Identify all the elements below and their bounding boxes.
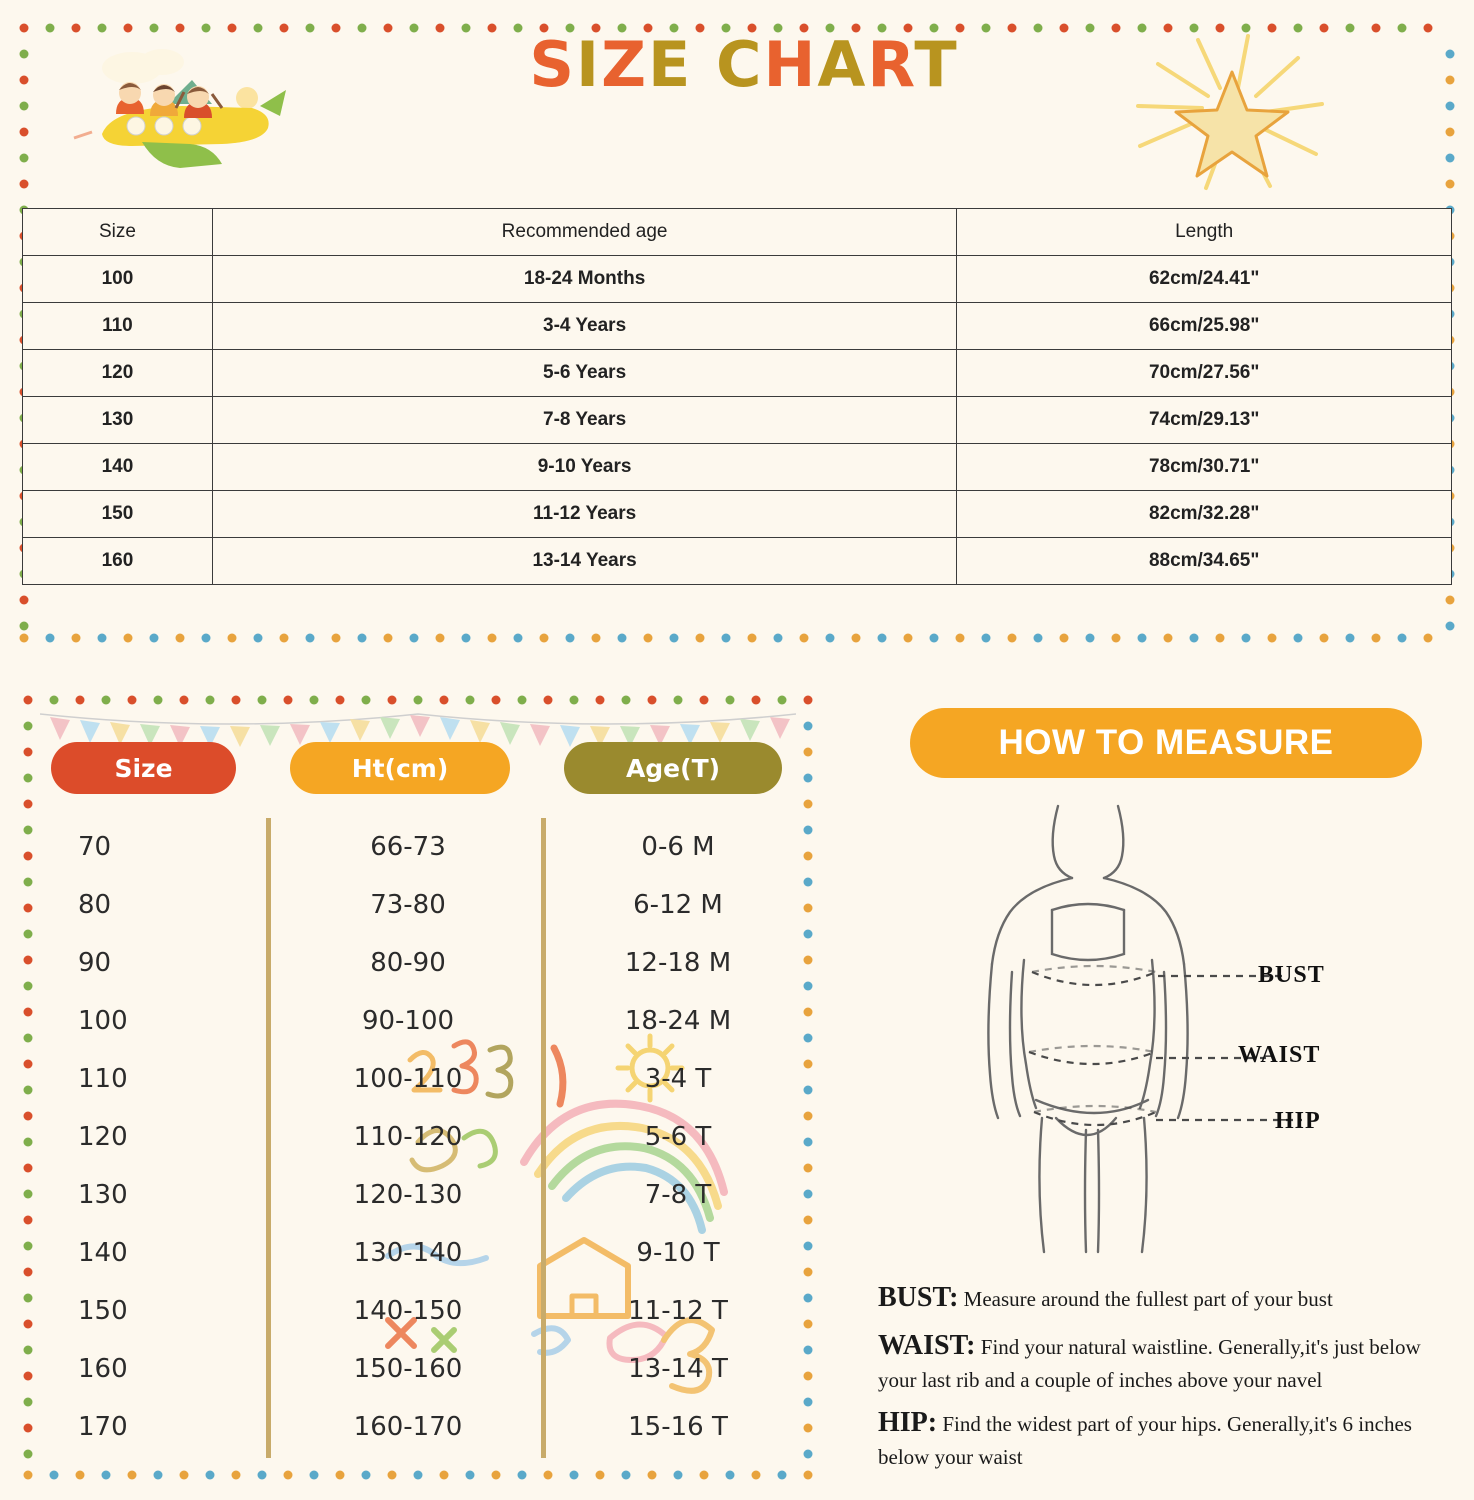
cell-length: 88cm/34.65" <box>957 538 1452 585</box>
measure-term-hip: HIP: <box>878 1407 938 1439</box>
star-illustration <box>1080 28 1330 203</box>
how-to-measure-heading: HOW TO MEASURE <box>910 708 1422 778</box>
list-item: 80-90 <box>370 948 446 978</box>
table-row <box>23 303 1452 350</box>
measure-item-waist <box>878 1326 1448 1396</box>
list-item: 18-24 M <box>624 1006 732 1036</box>
measure-item-bust <box>878 1278 1448 1318</box>
pill-header-age: Age(T) <box>564 742 782 794</box>
list-item: 140-150 <box>353 1296 463 1326</box>
measure-term-waist: WAIST: <box>878 1329 976 1361</box>
cell-length: 62cm/24.41" <box>957 256 1452 303</box>
list-item: 100 <box>78 1006 128 1036</box>
list-item: 0-6 M <box>641 832 715 862</box>
cell-age: 11-12 Years <box>212 491 956 538</box>
cell-age: 18-24 Months <box>212 256 956 303</box>
list-item: 3-4 T <box>644 1064 712 1094</box>
size-conversion-panel <box>18 690 818 1485</box>
measure-instructions <box>878 1278 1448 1481</box>
table-row <box>23 491 1452 538</box>
list-item: 130-140 <box>353 1238 463 1268</box>
cell-length: 70cm/27.56" <box>957 350 1452 397</box>
figure-label-waist: WAIST <box>1238 1042 1321 1068</box>
list-item: 100-110 <box>353 1064 463 1094</box>
cell-size: 150 <box>23 491 213 538</box>
how-to-measure-panel <box>860 690 1460 1490</box>
airplane-illustration <box>72 46 292 186</box>
list-item: 110 <box>78 1064 128 1094</box>
col-header-age: Recommended age <box>212 209 956 256</box>
table-row <box>23 256 1452 303</box>
list-item: 160-170 <box>353 1412 463 1442</box>
col-header-length: Length <box>957 209 1452 256</box>
measure-desc-hip: Find the widest part of your hips. Generally,it's 6 inches below your waist <box>878 1412 1412 1470</box>
cell-age: 7-8 Years <box>212 397 956 444</box>
cell-size: 160 <box>23 538 213 585</box>
cell-size: 100 <box>23 256 213 303</box>
list-item: 150 <box>78 1296 128 1326</box>
cell-size: 130 <box>23 397 213 444</box>
list-item: 150-160 <box>353 1354 463 1384</box>
measure-item-hip <box>878 1403 1448 1473</box>
page-title: SIZE CHART <box>529 28 959 101</box>
top-section <box>14 18 1460 648</box>
pill-header-height: Ht(cm) <box>290 742 510 794</box>
table-row <box>23 444 1452 491</box>
cell-age: 5-6 Years <box>212 350 956 397</box>
list-item: 6-12 M <box>633 890 723 920</box>
size-recommendation-table <box>22 208 1452 585</box>
cell-size: 140 <box>23 444 213 491</box>
column-divider-1 <box>266 818 271 1458</box>
body-figure-illustration <box>900 800 1320 1260</box>
list-item: 90 <box>78 948 112 978</box>
list-item: 7-8 T <box>644 1180 712 1210</box>
cell-age: 3-4 Years <box>212 303 956 350</box>
measure-desc-bust: Measure around the fullest part of your bust <box>958 1287 1333 1311</box>
table-header-row <box>23 209 1452 256</box>
table-row <box>23 538 1452 585</box>
list-item: 15-16 T <box>628 1412 728 1442</box>
cell-size: 120 <box>23 350 213 397</box>
cell-length: 78cm/30.71" <box>957 444 1452 491</box>
list-item: 66-73 <box>370 832 446 862</box>
list-item: 9-10 T <box>636 1238 720 1268</box>
cell-length: 66cm/25.98" <box>957 303 1452 350</box>
table-row <box>23 350 1452 397</box>
cell-age: 13-14 Years <box>212 538 956 585</box>
col-header-size: Size <box>23 209 213 256</box>
cell-length: 82cm/32.28" <box>957 491 1452 538</box>
list-item: 13-14 T <box>628 1354 728 1384</box>
cell-age: 9-10 Years <box>212 444 956 491</box>
list-item: 80 <box>78 890 112 920</box>
column-size-values <box>78 818 248 1456</box>
list-item: 130 <box>78 1180 128 1210</box>
list-item: 90-100 <box>361 1006 455 1036</box>
list-item: 11-12 T <box>628 1296 728 1326</box>
pill-header-size: Size <box>51 742 236 794</box>
cell-size: 110 <box>23 303 213 350</box>
cell-length: 74cm/29.13" <box>957 397 1452 444</box>
list-item: 160 <box>78 1354 128 1384</box>
table-row <box>23 397 1452 444</box>
list-item: 120 <box>78 1122 128 1152</box>
list-item: 120-130 <box>353 1180 463 1210</box>
column-height-values <box>298 818 518 1456</box>
list-item: 70 <box>78 832 112 862</box>
figure-label-bust: BUST <box>1258 962 1325 988</box>
figure-label-hip: HIP <box>1275 1108 1321 1134</box>
column-divider-2 <box>541 818 546 1458</box>
list-item: 73-80 <box>370 890 446 920</box>
list-item: 140 <box>78 1238 128 1268</box>
list-item: 12-18 M <box>624 948 732 978</box>
measure-desc-waist: Find your natural waistline. Generally,it's just below your last rib and a couple of inches above your navel <box>878 1334 1421 1392</box>
list-item: 170 <box>78 1412 128 1442</box>
column-age-values <box>578 818 778 1456</box>
measure-term-bust: BUST: <box>878 1282 959 1313</box>
list-item: 5-6 T <box>644 1122 712 1152</box>
list-item: 110-120 <box>353 1122 463 1152</box>
